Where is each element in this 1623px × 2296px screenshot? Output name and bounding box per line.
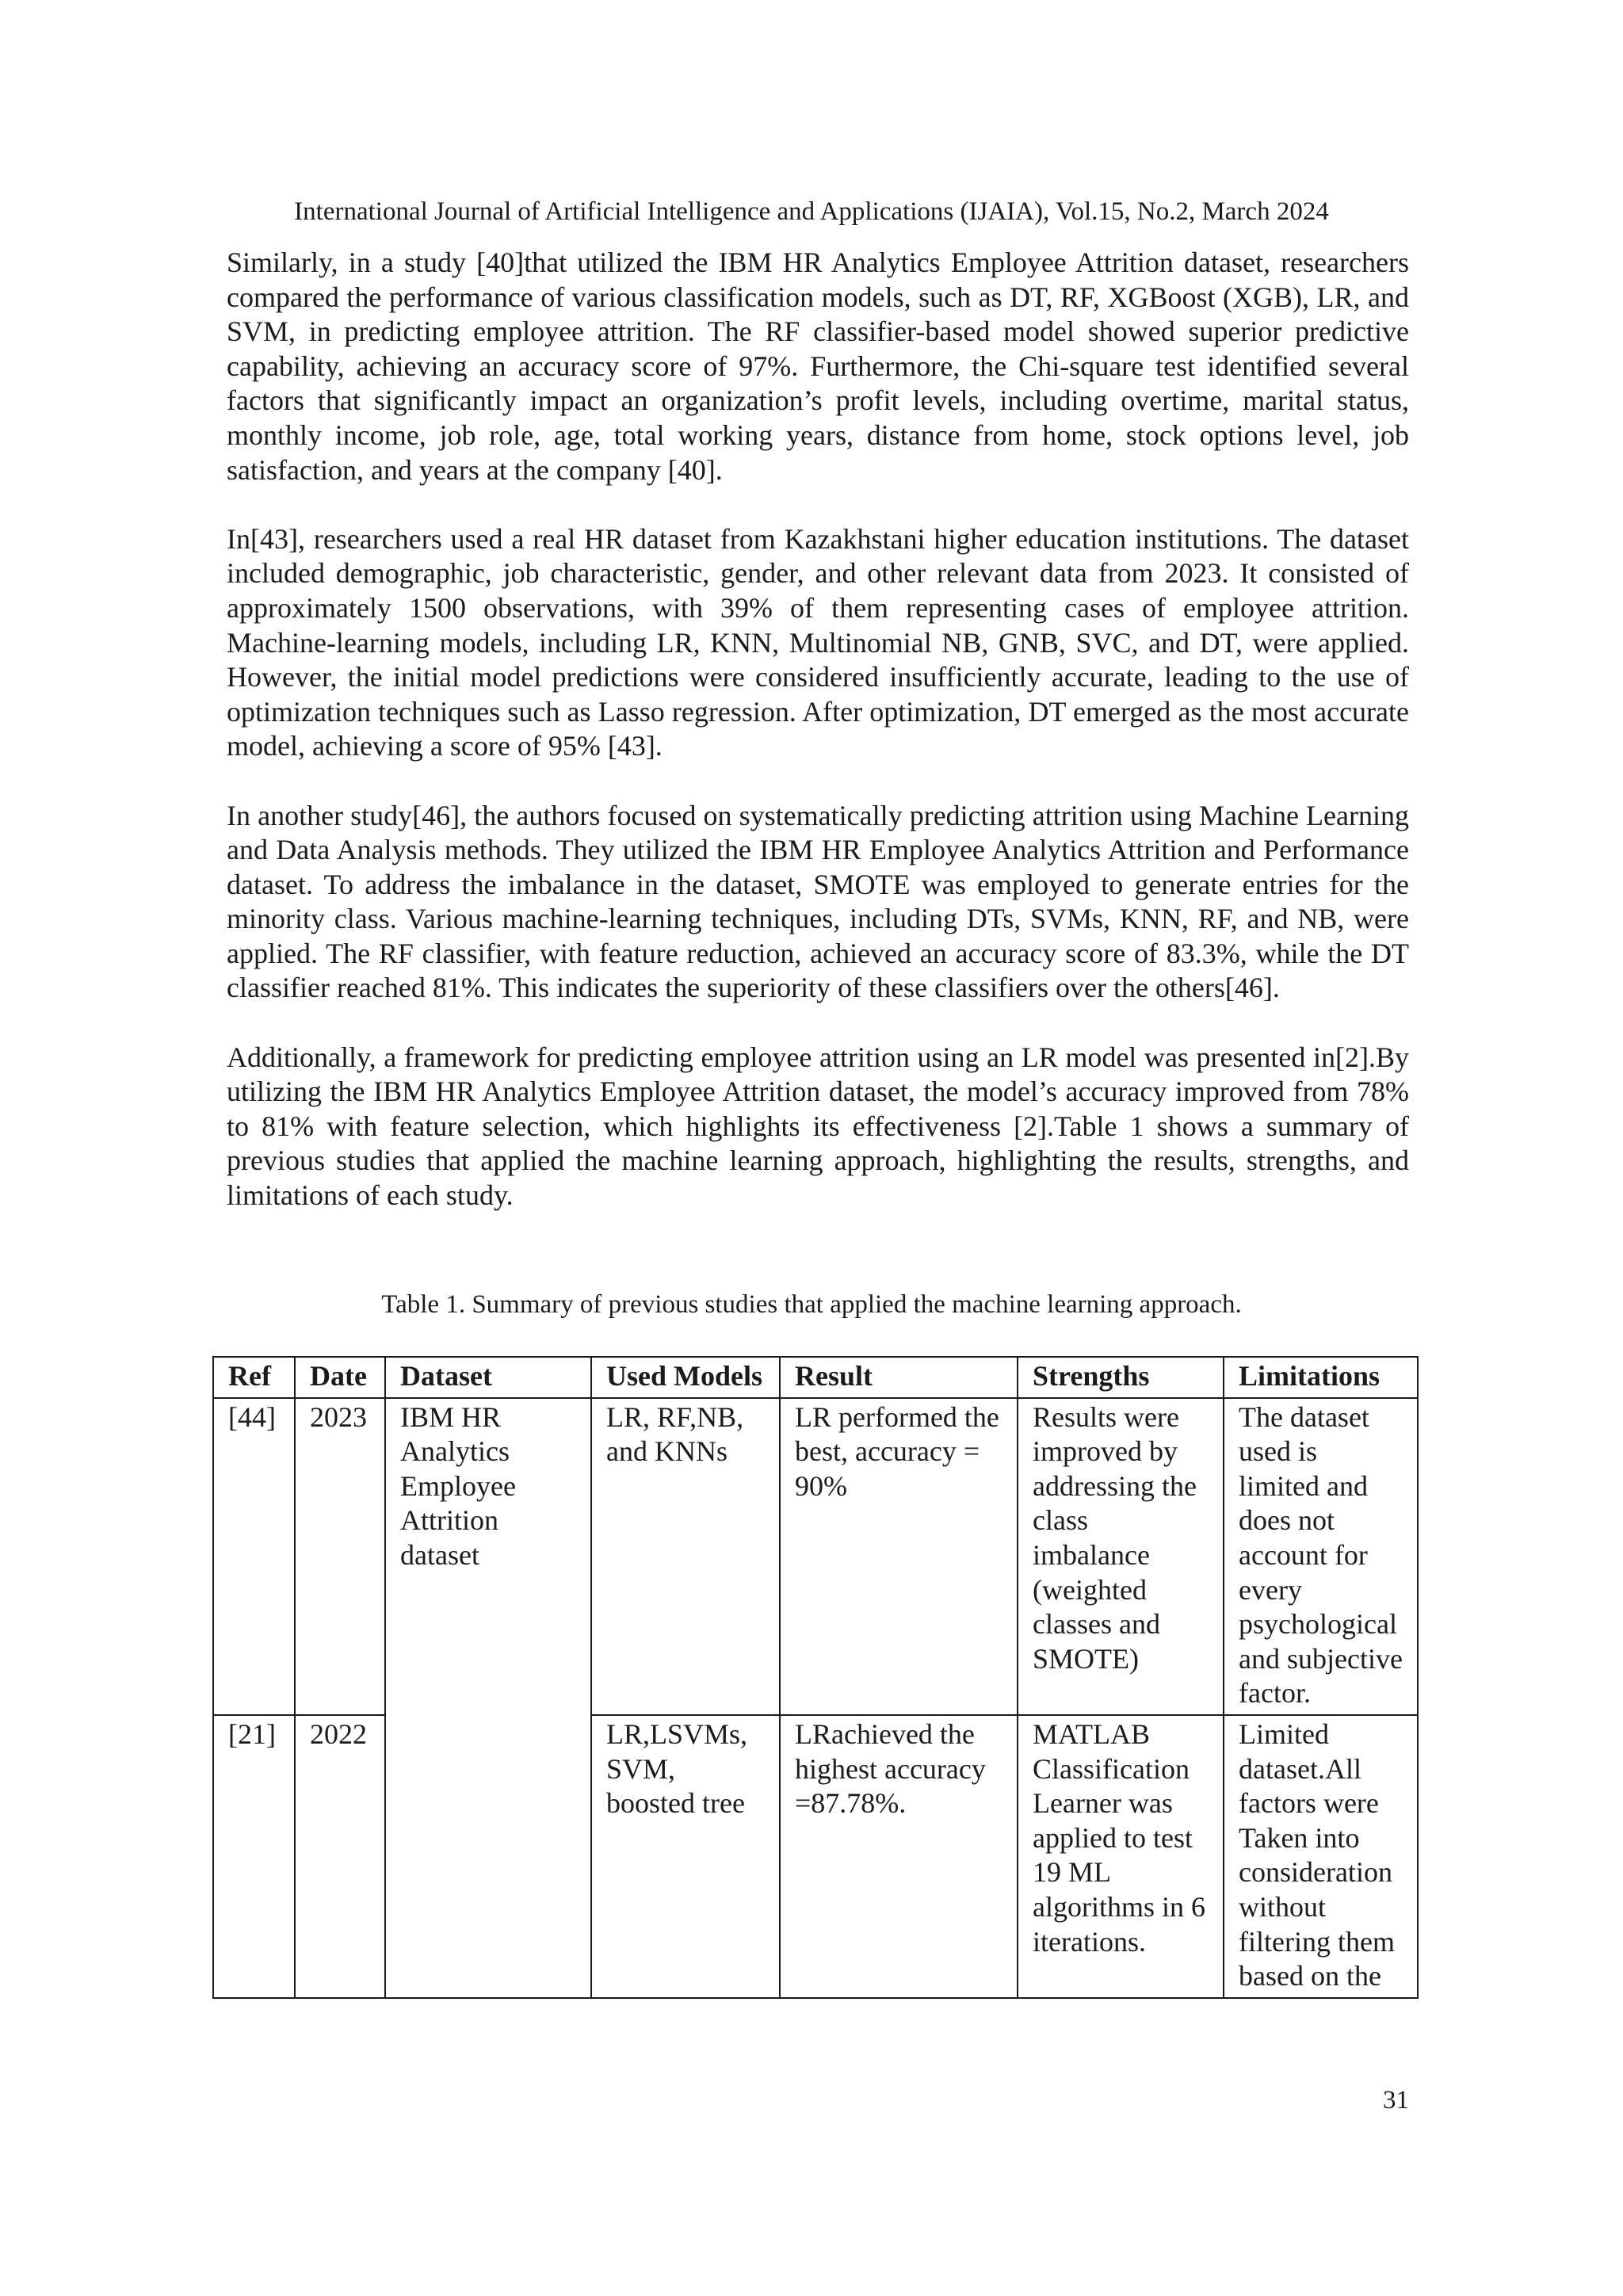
cell-date: 2023	[295, 1398, 385, 1715]
header-result: Result	[780, 1357, 1018, 1398]
page-number: 31	[1383, 2086, 1409, 2115]
cell-models: LR, RF,NB, and KNNs	[591, 1398, 780, 1715]
header-strengths: Strengths	[1018, 1357, 1224, 1398]
header-dataset: Dataset	[385, 1357, 591, 1398]
table-row	[213, 1398, 1418, 1715]
cell-strengths: MATLAB Classification Learner was applied to test 19 ML algorithms in 6 iterations.	[1018, 1715, 1224, 1998]
header-ref: Ref	[213, 1357, 295, 1398]
table-header-row	[213, 1357, 1418, 1398]
cell-limitations: The dataset used is limited and does not account for every psychological and subjective factor.	[1224, 1398, 1418, 1715]
cell-ref: [44]	[213, 1398, 295, 1715]
cell-models: LR,LSVMs, SVM, boosted tree	[591, 1715, 780, 1998]
cell-ref: [21]	[213, 1715, 295, 1998]
paragraph-2: In[43], researchers used a real HR dataset from Kazakhstani higher education institutions. The dataset included demographic, job characteristic, gender, and other relevant data from 2023. It consisted of approximately 1500 observations, with 39% of them representing cases of employee attrition. Machine-learning models, including LR, KNN, Multinomial NB, GNB, SVC, and DT, were applied. However, the initial model predictions were considered insufficiently accurate, leading to the use of optimization techniques such as Lasso regression. After optimization, DT emerged as the most accurate model, achieving a score of 95% [43].	[227, 522, 1409, 762]
cell-result: LRachieved the highest accuracy =87.78%.	[780, 1715, 1018, 1998]
cell-strengths: Results were improved by addressing the class imbalance (weighted classes and SMOTE)	[1018, 1398, 1224, 1715]
body-text	[227, 246, 1409, 1247]
cell-result: LR performed the best, accuracy = 90%	[780, 1398, 1018, 1715]
running-header: International Journal of Artificial Intelligence and Applications (IJAIA), Vol.15, No.2, March 2024	[294, 197, 1329, 226]
header-used-models: Used Models	[591, 1357, 780, 1398]
header-date: Date	[295, 1357, 385, 1398]
cell-dataset	[385, 1715, 591, 1998]
cell-dataset: IBM HR Analytics Employee Attrition dataset	[385, 1398, 591, 1715]
studies-table	[212, 1356, 1419, 1999]
paragraph-3: In another study[46], the authors focused on systematically predicting attrition using Machine Learning and Data Analysis methods. They utilized the IBM HR Employee Analytics Attrition and Performance dataset. To address the imbalance in the dataset, SMOTE was employed to generate entries for the minority class. Various machine-learning techniques, including DTs, SVMs, KNN, RF, and NB, were applied. The RF classifier, with feature reduction, achieved an accuracy score of 83.3%, while the DT classifier reached 81%. This indicates the superiority of these classifiers over the others[46].	[227, 799, 1409, 1004]
table-row	[213, 1715, 1418, 1998]
header-limitations: Limitations	[1224, 1357, 1418, 1398]
table-caption: Table 1. Summary of previous studies that applied the machine learning approach.	[381, 1290, 1242, 1319]
cell-date: 2022	[295, 1715, 385, 1998]
paragraph-1: Similarly, in a study [40]that utilized the IBM HR Analytics Employee Attrition dataset, researchers compared the performance of various classification models, such as DT, RF, XGBoost (XGB), LR, and SVM, in predicting employee attrition. The RF classifier-based model showed superior predictive capability, achieving an accuracy score of 97%. Furthermore, the Chi-square test identified several factors that significantly impact an organization’s profit levels, including overtime, marital status, monthly income, job role, age, total working years, distance from home, stock options level, job satisfaction, and years at the company [40].	[227, 246, 1409, 486]
paragraph-4: Additionally, a framework for predicting employee attrition using an LR model was presented in[2].By utilizing the IBM HR Analytics Employee Attrition dataset, the model’s accuracy improved from 78% to 81% with feature selection, which highlights its effectiveness [2].Table 1 shows a summary of previous studies that applied the machine learning approach, highlighting the results, strengths, and limitations of each study.	[227, 1041, 1409, 1212]
cell-limitations: Limited dataset.All factors were Taken into consideration without filtering them based on the	[1224, 1715, 1418, 1998]
